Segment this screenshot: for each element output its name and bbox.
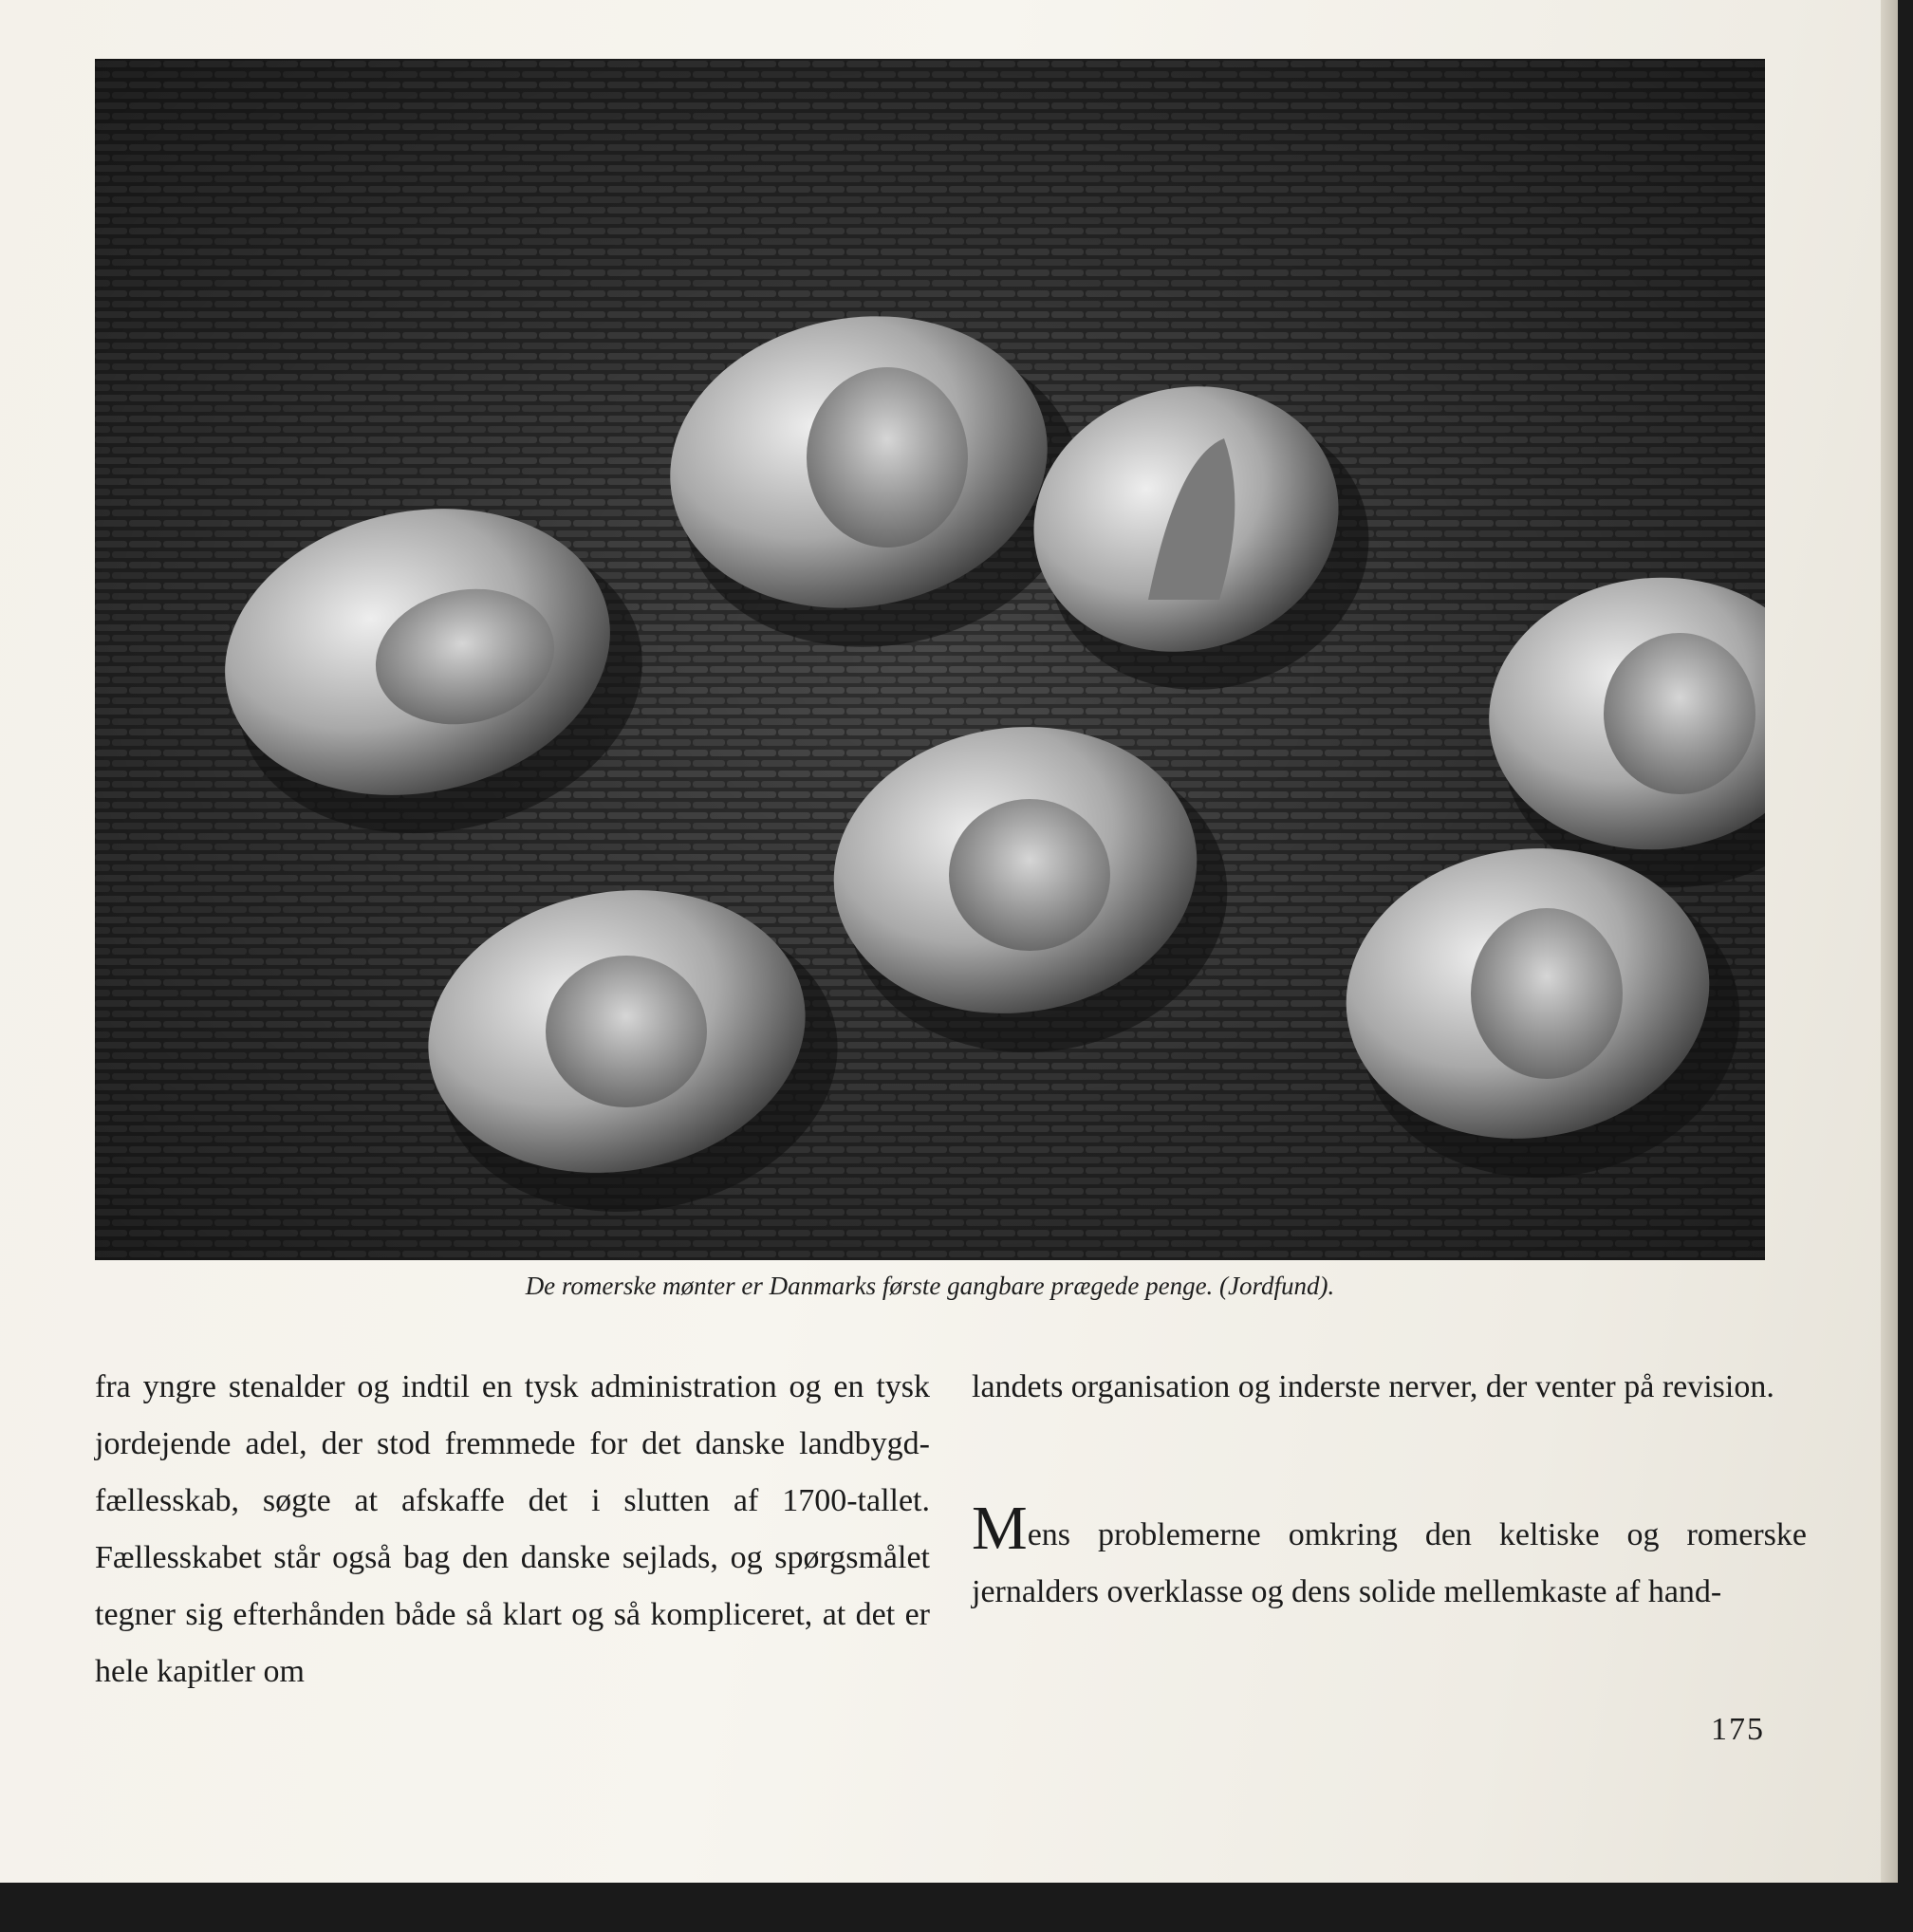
drop-cap: M bbox=[972, 1494, 1028, 1563]
page-number: 175 bbox=[1711, 1712, 1765, 1747]
paragraph: landets organisation og inderste nerver, der venter på revision. bbox=[972, 1369, 1774, 1404]
coins-photograph bbox=[95, 59, 1765, 1260]
text-column-left bbox=[95, 1359, 930, 1700]
page-edge bbox=[1881, 0, 1898, 1883]
paragraph-with-dropcap bbox=[972, 1494, 1807, 1621]
paragraph-text: ens problemerne omkring den keltiske og romerske jernalders overklasse og dens solide mellemkaste af hand- bbox=[972, 1517, 1807, 1609]
text-column-right bbox=[972, 1359, 1807, 1621]
figure-caption: De romerske mønter er Danmarks første gangbare prægede penge. (Jordfund). bbox=[525, 1272, 1335, 1300]
coins-image bbox=[95, 59, 1765, 1260]
paragraph: fra yngre stenalder og indtil en tysk administration og en tysk jordejende adel, der stod fremmede for det danske landbygd-fællesskab, søgte at afskaffe det i slutten af 1700-tallet. Fællesskabet står også bag den danske sejlads, og spørgsmålet tegner sig efterhånden både så klart og så kompliceret, at det er hele kapitler om bbox=[95, 1369, 930, 1689]
